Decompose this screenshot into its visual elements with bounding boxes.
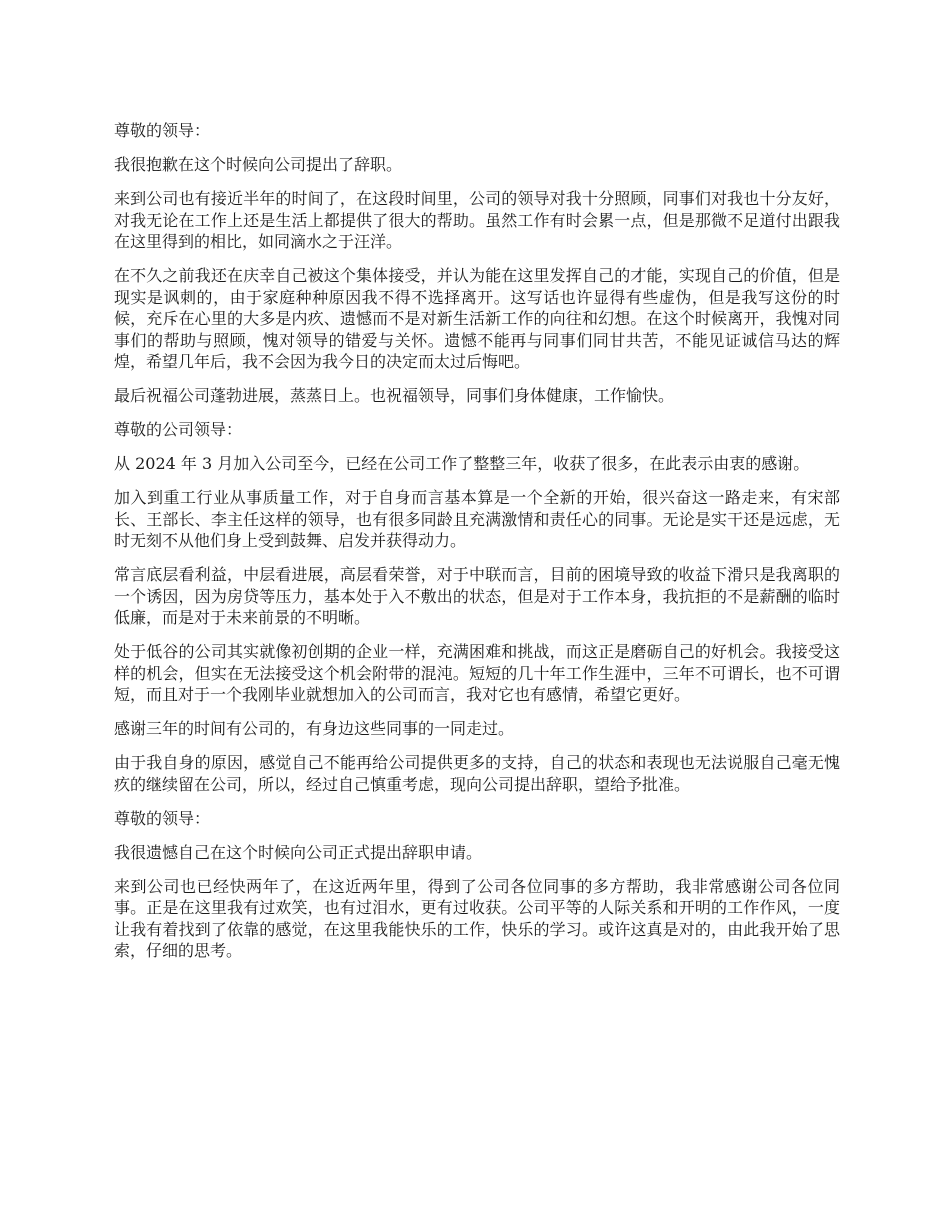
paragraph: 处于低谷的公司其实就像初创期的企业一样，充满困难和挑战，而这正是磨砺自己的好机会。我接受这样的机会，但实在无法接受这个机会附带的混沌。短短的几十年工作生涯中，三年不可谓长，也不可谓短，而且对于一个我刚毕业就想加入的公司而言，我对它也有感情，希望它更好。 [114,642,840,704]
salutation: 尊敬的领导： [114,808,211,828]
paragraph: 常言底层看利益，中层看进展，高层看荣誉，对于中联而言，目前的困境导致的收益下滑只是我离职的一个诱因，因为房贷等压力，基本处于入不敷出的状态，但是对于工作本身，我抗拒的不是薪酬的临时低廉，而是对于未来前景的不明晰。 [114,565,840,627]
paragraph: 感谢三年的时间有公司的，有身边这些同事的一同走过。 [114,719,515,738]
paragraph: 来到公司也有接近半年的时间了，在这段时间里，公司的领导对我十分照顾，同事们对我也十分友好，对我无论在工作上还是生活上都提供了很大的帮助。虽然工作有时会累一点，但是那微不足道付出跟我在这里得到的相比，如同滴水之于汪洋。 [114,189,840,251]
salutation: 尊敬的公司领导： [114,420,243,439]
document-body [114,120,840,974]
paragraph: 加入到重工行业从事质量工作，对于自身而言基本算是一个全新的开始，很兴奋这一路走来，有宋部长、王部长、李主任这样的领导，也有很多同龄且充满激情和责任心的同事。无论是实干还是远虑，无时无刻不从他们身上受到鼓舞、启发并获得动力。 [114,488,840,550]
paragraph: 我很抱歉在这个时候向公司提出了辞职。 [114,155,403,174]
paragraph: 我很遗憾自己在这个时候向公司正式提出辞职申请。 [114,842,483,862]
paragraph: 在不久之前我还在庆幸自己被这个集体接受，并认为能在这里发挥自己的才能，实现自己的价值，但是现实是讽刺的，由于家庭种种原因我不得不选择离开。这写话也许显得有些虚伪，但是我写这份的时候，充斥在心里的大多是内疚、遗憾而不是对新生活新工作的向往和幻想。在这个时候离开，我愧对同事们的帮助与照顾，愧对领导的错爱与关怀。遗憾不能再与同事们同甘共苦，不能见证诚信马达的辉煌，希望几年后，我不会因为我今日的决定而太过后悔吧。 [114,266,840,371]
paragraph: 从 2024 年 3 月加入公司至今，已经在公司工作了整整三年，收获了很多，在此表示由衷的感谢。 [114,454,810,473]
paragraph: 最后祝福公司蓬勃进展，蒸蒸日上。也祝福领导，同事们身体健康，工作愉快。 [114,386,675,405]
paragraph: 来到公司也已经快两年了，在这近两年里，得到了公司各位同事的多方帮助，我非常感谢公司各位同事。正是在这里我有过欢笑，也有过泪水，更有过收获。公司平等的人际关系和开明的工作作风，一度让我有着找到了依靠的感觉，在这里我能快乐的工作，快乐的学习。或许这真是对的，由此我开始了思索，仔细的思考。 [114,876,840,960]
salutation: 尊敬的领导： [114,121,211,140]
paragraph: 由于我自身的原因，感觉自己不能再给公司提供更多的支持，自己的状态和表现也无法说服自己毫无愧疚的继续留在公司，所以，经过自己慎重考虑，现向公司提出辞职，望给予批准。 [114,753,840,794]
